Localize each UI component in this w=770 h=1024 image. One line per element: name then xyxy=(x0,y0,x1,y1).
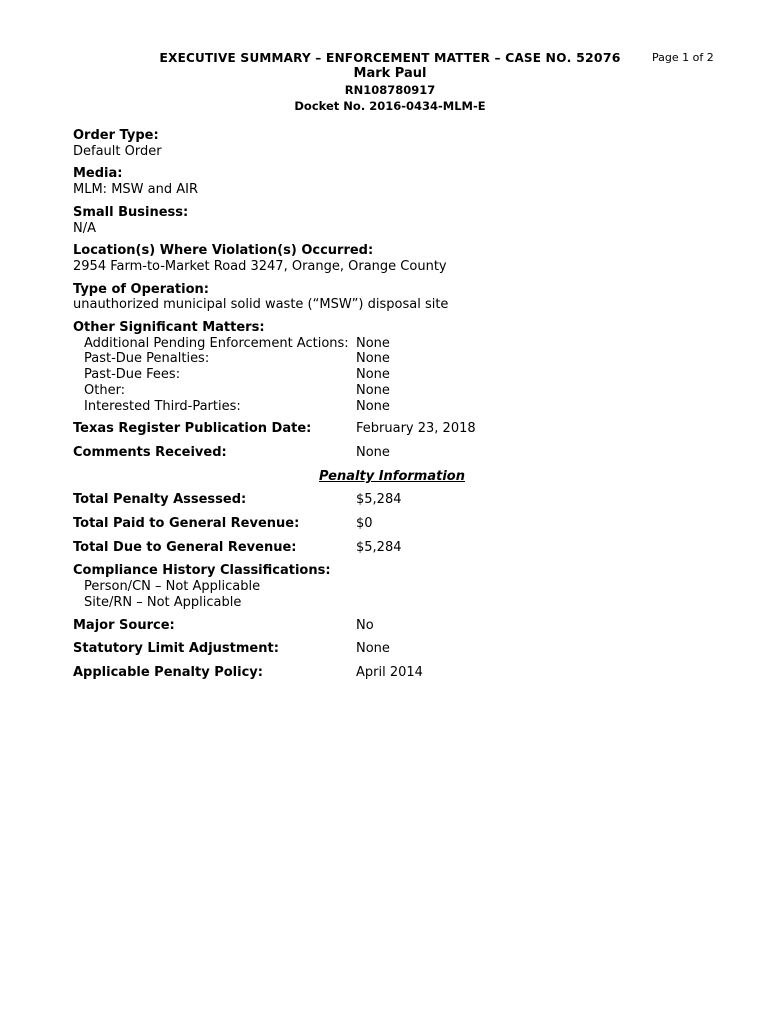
penalty-assessed-row: Total Penalty Assessed: $5,284 xyxy=(73,492,402,508)
operation-block xyxy=(73,282,713,313)
comments-row: Comments Received: None xyxy=(73,444,390,460)
media-value: MLM: MSW and AIR xyxy=(73,182,198,198)
order-type-value: Default Order xyxy=(73,143,162,159)
media-label: Media: xyxy=(73,166,123,182)
order-type-label: Order Type: xyxy=(73,128,159,143)
publication-row: Texas Register Publication Date: February 23, 2018 xyxy=(73,421,476,437)
list-item: Person/CN – Not Applicable xyxy=(84,579,261,595)
list-item: Site/RN – Not Applicable xyxy=(84,594,242,610)
respondent-name: Mark Paul xyxy=(353,66,427,81)
header-title: EXECUTIVE SUMMARY – ENFORCEMENT MATTER – CASE NO. 52076 xyxy=(159,50,621,65)
small-business-label: Small Business: xyxy=(73,204,189,220)
rn-number: RN108780917 xyxy=(344,83,436,97)
operation-label: Type of Operation: xyxy=(73,281,209,297)
docket-number: Docket No. 2016-0434-MLM-E xyxy=(294,99,486,113)
summary-body xyxy=(73,128,713,689)
small-business-value: N/A xyxy=(73,220,96,236)
page-number: Page 1 of 2 xyxy=(652,51,714,64)
list-item: Additional Pending Enforcement Actions: None xyxy=(84,335,390,351)
location-label: Location(s) Where Violation(s) Occurred: xyxy=(73,243,374,259)
list-item: Past-Due Penalties: None xyxy=(84,351,390,367)
penalty-policy-row: Applicable Penalty Policy: April 2014 xyxy=(73,664,423,680)
list-item: Interested Third-Parties: None xyxy=(84,398,390,414)
penalty-paid-row: Total Paid to General Revenue: $0 xyxy=(73,516,373,532)
list-item: Past-Due Fees: None xyxy=(84,367,390,383)
other-matters-block xyxy=(73,320,713,414)
location-value: 2954 Farm-to-Market Road 3247, Orange, Orange County xyxy=(73,258,447,274)
compliance-block xyxy=(73,563,713,610)
penalty-info-heading: Penalty Information xyxy=(319,468,465,484)
other-matters-label: Other Significant Matters: xyxy=(73,320,265,336)
small-business-block xyxy=(73,205,713,236)
penalty-due-row: Total Due to General Revenue: $5,284 xyxy=(73,539,402,555)
statutory-limit-row: Statutory Limit Adjustment: None xyxy=(73,641,390,657)
other-matters-list xyxy=(73,336,713,415)
location-block xyxy=(73,243,713,274)
compliance-label: Compliance History Classifications: xyxy=(73,563,331,579)
order-type-block xyxy=(73,128,713,159)
media-block xyxy=(73,166,713,197)
major-source-row: Major Source: No xyxy=(73,617,374,633)
operation-value: unauthorized municipal solid waste (“MSW”) disposal site xyxy=(73,297,449,313)
list-item: Other: None xyxy=(84,382,390,398)
